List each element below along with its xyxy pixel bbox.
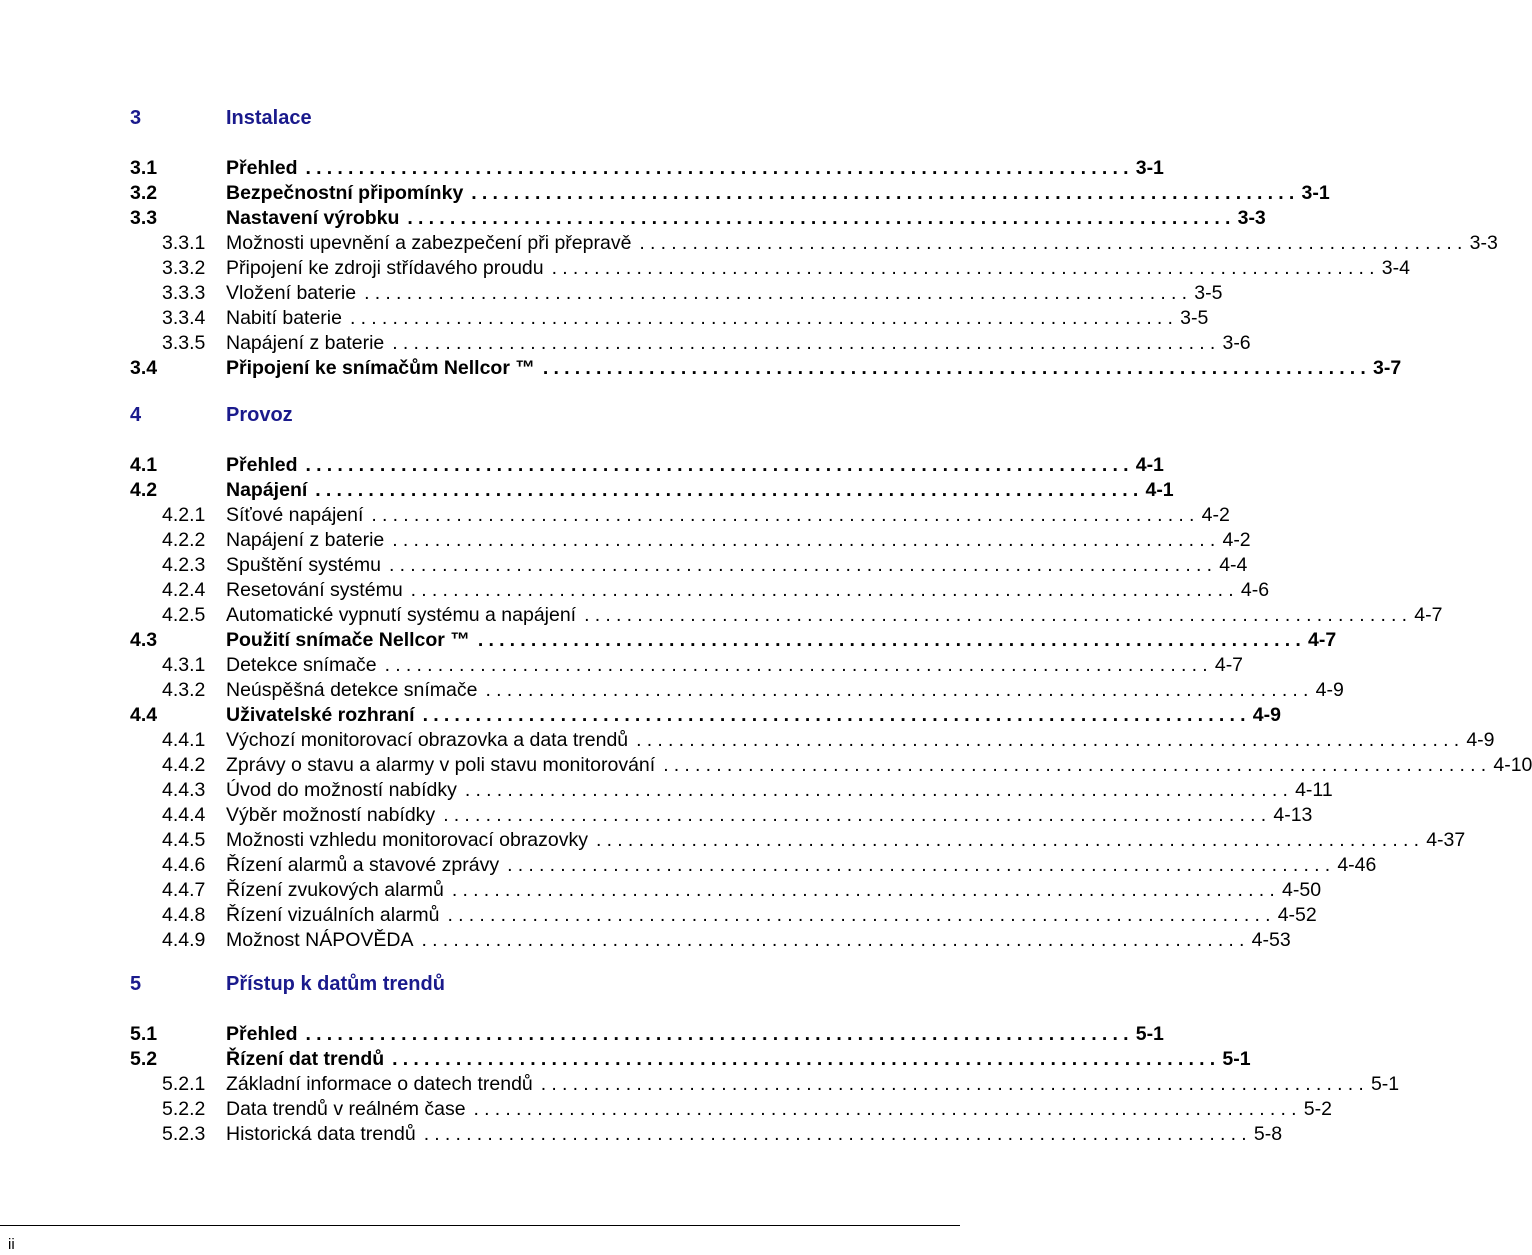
section-title: Nastavení výrobku <box>226 207 400 229</box>
section-title: Možnosti upevnění a zabezpečení při přepravě <box>226 232 632 254</box>
toc-entry[interactable] <box>130 528 1251 553</box>
section-number: 3.4 <box>130 357 158 379</box>
section-title: Přehled <box>226 1023 298 1045</box>
page-number: 3-3 <box>1237 207 1266 229</box>
section-number: 4.4.9 <box>162 929 206 951</box>
page-number: 4-13 <box>1273 804 1313 826</box>
section-number: 3.2 <box>130 182 158 204</box>
toc-entry[interactable] <box>130 503 1230 528</box>
toc-entry[interactable] <box>130 206 1266 231</box>
toc-entry[interactable] <box>130 478 1174 503</box>
section-number: 5.1 <box>130 1023 158 1045</box>
leader-dots: .............................................................................. <box>410 579 1239 601</box>
section-number: 5.2.2 <box>162 1098 206 1120</box>
page-number: 3-4 <box>1381 257 1410 279</box>
toc-entry[interactable] <box>130 1072 1400 1097</box>
section-number: 4.3 <box>130 629 158 651</box>
toc-entry[interactable] <box>130 1022 1164 1047</box>
page-number: 5-1 <box>1370 1073 1400 1095</box>
page-number: 4-52 <box>1277 904 1317 926</box>
section-title: Řízení alarmů a stavové zprávy <box>226 854 500 876</box>
section-title: Možnosti vzhledu monitorovací obrazovky <box>226 829 588 851</box>
toc-entry[interactable] <box>130 453 1164 478</box>
section-number: 4.4.4 <box>162 804 206 826</box>
chapter-title: Provoz <box>226 404 293 426</box>
leader-dots: .............................................................................. <box>477 629 1307 651</box>
section-number: 4.4 <box>130 704 158 726</box>
section-number: 5.2 <box>130 1048 158 1070</box>
toc-entry[interactable] <box>130 878 1322 903</box>
section-title: Možnost NÁPOVĚDA <box>226 929 414 951</box>
section-title: Bezpečnostní připomínky <box>226 182 464 204</box>
leader-dots: .............................................................................. <box>471 182 1300 204</box>
page-number: 4-53 <box>1251 929 1291 951</box>
leader-dots: .............................................................................. <box>305 454 1134 476</box>
page-number: 4-9 <box>1466 729 1495 751</box>
toc-entry[interactable] <box>130 603 1443 628</box>
toc-entry[interactable] <box>130 828 1466 853</box>
section-number: 4.4.1 <box>162 729 206 751</box>
leader-dots: .............................................................................. <box>422 704 1251 726</box>
page-number: 5-2 <box>1303 1098 1332 1120</box>
page-number: 4-6 <box>1240 579 1270 601</box>
page-number: 4-2 <box>1201 504 1230 526</box>
page-number: 4-1 <box>1145 479 1174 501</box>
toc-entry[interactable] <box>130 231 1498 256</box>
page-number: 3-5 <box>1180 307 1209 329</box>
leader-dots: .............................................................................. <box>451 879 1281 901</box>
toc-entry[interactable] <box>130 1097 1332 1122</box>
section-title: Data trendů v reálném čase <box>226 1098 466 1120</box>
section-title: Řízení zvukových alarmů <box>226 879 444 901</box>
toc-entry[interactable] <box>130 628 1337 653</box>
section-title: Výběr možností nabídky <box>226 804 436 826</box>
section-title: Připojení ke snímačům Nellcor ™ <box>226 357 535 379</box>
section-title: Úvod do možností nabídky <box>226 779 457 801</box>
leader-dots: .............................................................................. <box>389 554 1218 576</box>
page-number: 5-8 <box>1253 1123 1283 1145</box>
toc-entry[interactable] <box>130 803 1313 828</box>
leader-dots: .............................................................................. <box>421 929 1250 951</box>
leader-dots: .............................................................................. <box>384 654 1213 676</box>
section-title: Nabití baterie <box>226 307 342 329</box>
section-title: Spuštění systému <box>226 554 381 576</box>
section-title: Použití snímače Nellcor ™ <box>226 629 470 651</box>
section-title: Automatické vypnutí systému a napájení <box>226 604 577 626</box>
toc-entry[interactable] <box>130 578 1270 603</box>
chapter-number: 3 <box>130 107 142 129</box>
section-number: 3.3.1 <box>162 232 206 254</box>
leader-dots: .............................................................................. <box>485 679 1314 701</box>
toc-entry[interactable] <box>130 306 1209 331</box>
page-number: 4-9 <box>1315 679 1344 701</box>
leader-dots: .............................................................................. <box>315 479 1144 501</box>
toc-entry[interactable] <box>130 181 1330 206</box>
footer-rule <box>0 1225 960 1226</box>
leader-dots: .............................................................................. <box>636 729 1465 751</box>
page-number: 3-5 <box>1194 282 1223 304</box>
toc-entry[interactable] <box>130 853 1377 878</box>
page-number: 4-46 <box>1337 854 1377 876</box>
page-number: 3-1 <box>1135 157 1164 179</box>
leader-dots: .............................................................................. <box>551 257 1380 279</box>
chapter-heading <box>130 973 830 1001</box>
leader-dots: .............................................................................. <box>392 1048 1221 1070</box>
leader-dots: .............................................................................. <box>423 1123 1252 1145</box>
section-number: 4.4.7 <box>162 879 206 901</box>
toc-entry[interactable] <box>130 653 1244 678</box>
section-number: 3.3.2 <box>162 257 206 279</box>
section-number: 3.1 <box>130 157 158 179</box>
toc-entry[interactable] <box>130 778 1333 803</box>
leader-dots: .............................................................................. <box>364 282 1193 304</box>
leader-dots: .............................................................................. <box>443 804 1272 826</box>
page-number: 4-37 <box>1426 829 1466 851</box>
chapter-number: 5 <box>130 973 142 995</box>
leader-dots: .............................................................................. <box>507 854 1336 876</box>
section-number: 4.4.5 <box>162 829 206 851</box>
page-number: 4-11 <box>1295 779 1333 801</box>
section-title: Napájení z baterie <box>226 529 385 551</box>
toc-entry[interactable] <box>130 1122 1283 1147</box>
page-number: 4-1 <box>1135 454 1164 476</box>
section-number: 4.4.8 <box>162 904 206 926</box>
leader-dots: .............................................................................. <box>447 904 1276 926</box>
section-number: 4.3.1 <box>162 654 206 676</box>
section-title: Síťové napájení <box>226 504 364 526</box>
toc-entry[interactable] <box>130 156 1164 181</box>
toc-entry[interactable] <box>130 331 1251 356</box>
section-number: 3.3.3 <box>162 282 206 304</box>
toc-entry[interactable] <box>130 553 1248 578</box>
toc-entry[interactable] <box>130 281 1223 306</box>
section-title: Napájení z baterie <box>226 332 385 354</box>
section-number: 4.4.2 <box>162 754 206 776</box>
toc-entry[interactable] <box>130 753 1532 778</box>
page-number: 3-7 <box>1373 357 1402 379</box>
section-number: 4.2.4 <box>162 579 206 601</box>
toc-entry[interactable] <box>130 356 1402 381</box>
leader-dots: .............................................................................. <box>639 232 1468 254</box>
section-title: Detekce snímače <box>226 654 377 676</box>
section-number: 4.2 <box>130 479 158 501</box>
section-title: Historická data trendů <box>226 1123 416 1145</box>
section-title: Připojení ke zdroji střídavého proudu <box>226 257 544 279</box>
section-title: Uživatelské rozhraní <box>226 704 415 726</box>
section-number: 4.1 <box>130 454 158 476</box>
section-title: Zprávy o stavu a alarmy v poli stavu monitorování <box>226 754 656 776</box>
leader-dots: .............................................................................. <box>464 779 1294 801</box>
leader-dots: .............................................................................. <box>542 357 1372 379</box>
section-number: 4.3.2 <box>162 679 206 701</box>
leader-dots: .............................................................................. <box>584 604 1413 626</box>
leader-dots: .............................................................................. <box>371 504 1200 526</box>
leader-dots: .............................................................................. <box>305 157 1134 179</box>
page-number: 5-1 <box>1135 1023 1164 1045</box>
section-number: 4.2.1 <box>162 504 206 526</box>
leader-dots: .............................................................................. <box>473 1098 1302 1120</box>
section-number: 4.2.2 <box>162 529 206 551</box>
section-title: Vložení baterie <box>226 282 357 304</box>
page-number: 4-4 <box>1219 554 1248 576</box>
toc-entry[interactable] <box>130 678 1344 703</box>
section-title: Neúspěšná detekce snímače <box>226 679 478 701</box>
footer-page-number: ii <box>8 1236 15 1253</box>
section-title: Přehled <box>226 454 298 476</box>
toc-entry[interactable] <box>130 728 1495 753</box>
page-number: 4-9 <box>1252 704 1281 726</box>
leader-dots: .............................................................................. <box>392 332 1221 354</box>
toc-entry[interactable] <box>130 256 1410 281</box>
section-title: Řízení vizuálních alarmů <box>226 904 440 926</box>
leader-dots: .............................................................................. <box>349 307 1179 329</box>
leader-dots: .............................................................................. <box>663 754 1492 776</box>
chapter-title: Přístup k datům trendů <box>226 973 445 995</box>
toc-entry[interactable] <box>130 903 1317 928</box>
chapter-heading <box>130 107 830 135</box>
chapter-heading <box>130 404 830 432</box>
leader-dots: .............................................................................. <box>305 1023 1134 1045</box>
page-number: 3-6 <box>1222 332 1251 354</box>
section-number: 4.4.6 <box>162 854 206 876</box>
page-number: 3-3 <box>1469 232 1498 254</box>
page-number: 4-7 <box>1308 629 1337 651</box>
section-number: 5.2.3 <box>162 1123 206 1145</box>
leader-dots: .............................................................................. <box>596 829 1425 851</box>
section-title: Řízení dat trendů <box>226 1048 385 1070</box>
section-number: 4.2.3 <box>162 554 206 576</box>
section-title: Napájení <box>226 479 308 501</box>
page-number: 4-2 <box>1222 529 1251 551</box>
leader-dots: .............................................................................. <box>540 1073 1369 1095</box>
toc-entry[interactable] <box>130 928 1291 953</box>
section-number: 5.2.1 <box>162 1073 206 1095</box>
leader-dots: .............................................................................. <box>392 529 1221 551</box>
section-number: 4.4.3 <box>162 779 206 801</box>
page-number: 4-10 <box>1493 754 1532 776</box>
section-number: 3.3 <box>130 207 158 229</box>
leader-dots: .............................................................................. <box>407 207 1236 229</box>
section-number: 3.3.5 <box>162 332 206 354</box>
section-title: Resetování systému <box>226 579 403 601</box>
section-title: Výchozí monitorovací obrazovka a data trendů <box>226 729 629 751</box>
toc-entry[interactable] <box>130 1047 1251 1072</box>
page-number: 3-1 <box>1301 182 1330 204</box>
toc-entry[interactable] <box>130 703 1281 728</box>
page-number: 5-1 <box>1222 1048 1251 1070</box>
section-number: 3.3.4 <box>162 307 206 329</box>
section-number: 4.2.5 <box>162 604 206 626</box>
section-title: Přehled <box>226 157 298 179</box>
page-number: 4-7 <box>1214 654 1244 676</box>
section-title: Základní informace o datech trendů <box>226 1073 533 1095</box>
page-number: 4-7 <box>1414 604 1443 626</box>
page-number: 4-50 <box>1282 879 1322 901</box>
chapter-number: 4 <box>130 404 142 426</box>
chapter-title: Instalace <box>226 107 312 129</box>
